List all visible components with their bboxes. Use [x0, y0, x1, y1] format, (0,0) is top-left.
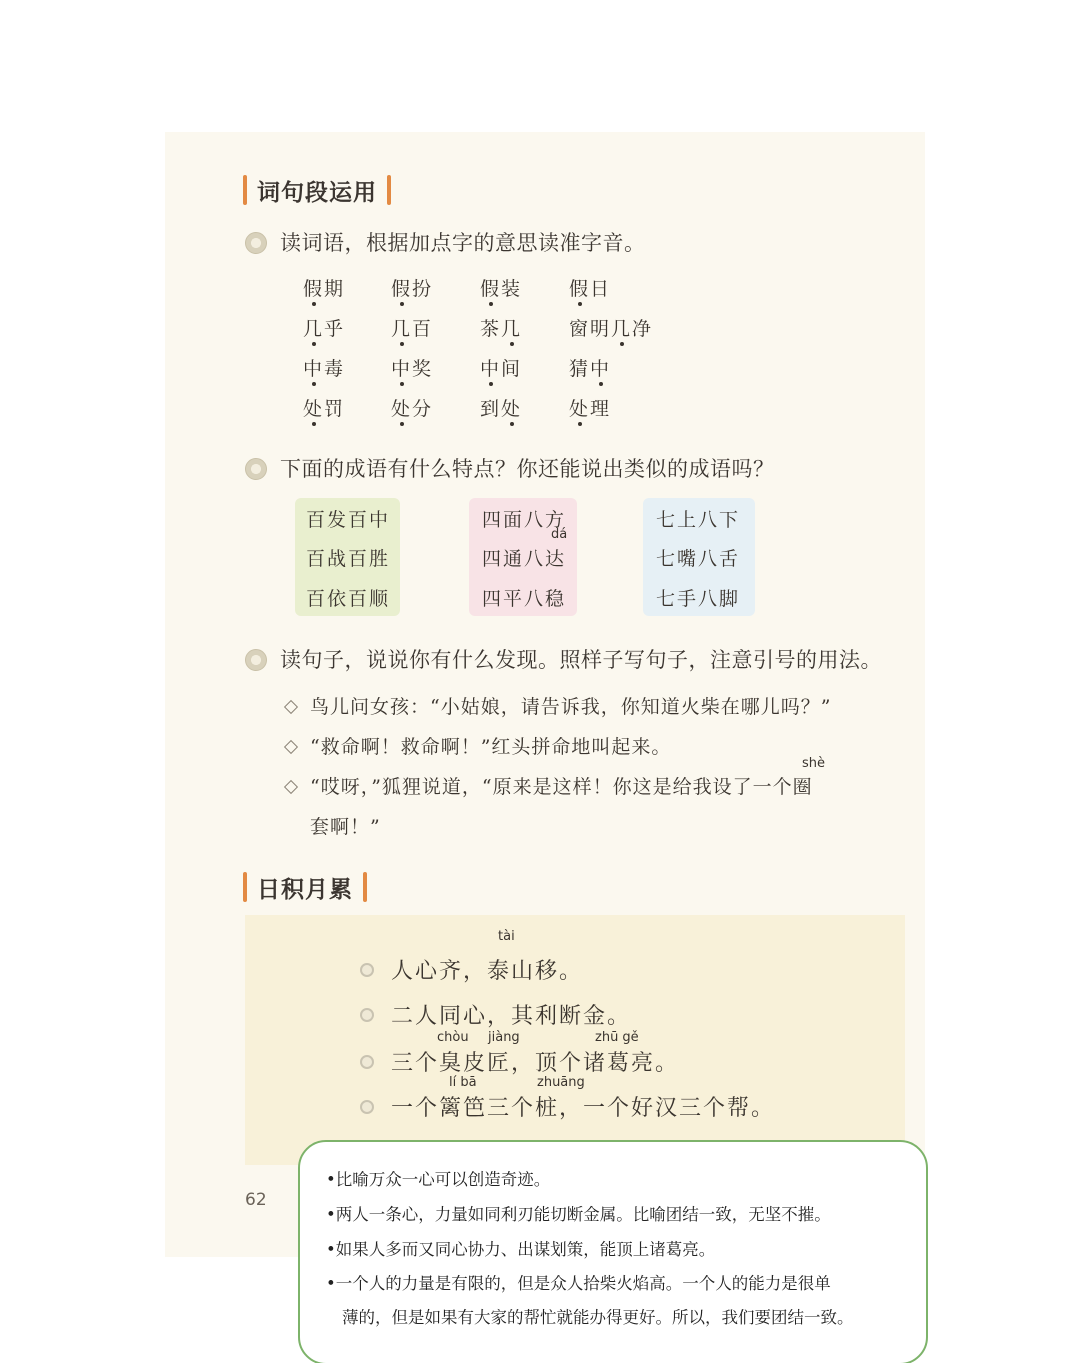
- diamond-bullet: [284, 740, 298, 754]
- word: 茶几: [480, 318, 523, 340]
- ring-bullet: [360, 1008, 374, 1022]
- diamond-bullet: [284, 780, 298, 794]
- section-title: 词句段运用: [257, 179, 377, 206]
- word: 中间: [480, 358, 523, 380]
- idiom: 百战百胜: [306, 548, 391, 570]
- word: 猜中: [569, 358, 612, 380]
- ring-bullet: [360, 1100, 374, 1114]
- word: 窗明几净: [569, 318, 654, 340]
- explanation-line-continuation: 薄的，但是如果有大家的帮忙就能办得更好。所以，我们要团结一致。: [342, 1308, 854, 1327]
- section-heading-words-usage: [243, 172, 391, 208]
- heading-bar-left: [243, 175, 247, 205]
- word: 处分: [391, 398, 434, 420]
- word: 中奖: [391, 358, 434, 380]
- emphasis-dot: [312, 302, 316, 306]
- sentence: “救命啊！救命啊！”红头拼命地叫起来。: [310, 736, 672, 758]
- emphasis-dot: [400, 422, 404, 426]
- word: 处罚: [303, 398, 346, 420]
- emphasis-dot: [578, 422, 582, 426]
- sentence-continuation: 套啊！”: [310, 816, 381, 838]
- explanation-line: •两人一条心，力量如同利刃能切断金属。比喻团结一致，无坚不摧。: [326, 1205, 831, 1224]
- exercise-3-icon: [245, 649, 267, 671]
- sentence: “哎呀，”狐狸说道，“原来是这样！你这是给我设了一个圈: [310, 776, 813, 798]
- emphasis-dot: [599, 382, 603, 386]
- idiom: 四通八达: [482, 548, 567, 570]
- emphasis-dot: [489, 382, 493, 386]
- emphasis-dot: [312, 342, 316, 346]
- pinyin-annotation: jiàng: [488, 1030, 520, 1045]
- emphasis-dot: [400, 302, 404, 306]
- emphasis-dot: [312, 382, 316, 386]
- pinyin-annotation: zhuāng: [537, 1075, 585, 1090]
- word: 假日: [569, 278, 612, 300]
- proverb: 二人同心，其利断金。: [391, 1004, 632, 1029]
- exercise-2-icon: [245, 458, 267, 480]
- textbook-page: [165, 132, 925, 1257]
- emphasis-dot: [489, 302, 493, 306]
- exercise-3-title: 读句子，说说你有什么发现。照样子写句子，注意引号的用法。: [280, 648, 882, 672]
- idiom: 七嘴八舌: [656, 548, 741, 570]
- word: 几百: [391, 318, 434, 340]
- proverb: 三个臭皮匠，顶个诸葛亮。: [391, 1051, 680, 1076]
- emphasis-dot: [510, 422, 514, 426]
- pinyin-annotation: zhū gě: [595, 1030, 639, 1045]
- emphasis-dot: [312, 422, 316, 426]
- pinyin-annotation: tài: [498, 929, 515, 944]
- exercise-1-icon: [245, 232, 267, 254]
- heading-bar-right: [363, 872, 367, 902]
- heading-bar-left: [243, 872, 247, 902]
- exercise-2-title: 下面的成语有什么特点？你还能说出类似的成语吗？: [280, 457, 775, 481]
- idiom: 四面八方: [482, 509, 567, 531]
- proverb: 一个篱笆三个桩，一个好汉三个帮。: [391, 1096, 776, 1121]
- emphasis-dot: [400, 382, 404, 386]
- idiom: 七上八下: [656, 509, 741, 531]
- pinyin-annotation: dá: [551, 527, 568, 542]
- explanation-line: •一个人的力量是有限的，但是众人拾柴火焰高。一个人的能力是很单: [326, 1274, 831, 1293]
- explanation-line: •如果人多而又同心协力、出谋划策，能顶上诸葛亮。: [326, 1240, 716, 1259]
- word: 中毒: [303, 358, 346, 380]
- emphasis-dot: [620, 342, 624, 346]
- accumulation-box: [245, 915, 905, 1165]
- explanation-box: [298, 1140, 928, 1363]
- emphasis-dot: [400, 342, 404, 346]
- sentence: 鸟儿问女孩：“小姑娘，请告诉我，你知道火柴在哪儿吗？”: [310, 696, 832, 718]
- section-heading-accumulation: [243, 869, 367, 905]
- word: 假期: [303, 278, 346, 300]
- idiom: 七手八脚: [656, 588, 741, 610]
- explanation-line: •比喻万众一心可以创造奇迹。: [326, 1170, 551, 1189]
- word: 到处: [480, 398, 523, 420]
- word: 假扮: [391, 278, 434, 300]
- emphasis-dot: [578, 302, 582, 306]
- idiom: 百依百顺: [306, 588, 391, 610]
- word: 假装: [480, 278, 523, 300]
- heading-bar-right: [387, 175, 391, 205]
- ring-bullet: [360, 963, 374, 977]
- idiom: 百发百中: [306, 509, 391, 531]
- word: 几乎: [303, 318, 346, 340]
- section-title: 日积月累: [257, 876, 353, 903]
- pinyin-annotation: chòu: [437, 1030, 469, 1045]
- pinyin-annotation: shè: [802, 756, 826, 771]
- word: 处理: [569, 398, 612, 420]
- page-number: 62: [245, 1190, 267, 1210]
- emphasis-dot: [510, 342, 514, 346]
- idiom: 四平八稳: [482, 588, 567, 610]
- proverb: 人心齐，泰山移。: [391, 959, 584, 984]
- diamond-bullet: [284, 700, 298, 714]
- exercise-1-title: 读词语，根据加点字的意思读准字音。: [280, 231, 646, 255]
- ring-bullet: [360, 1055, 374, 1069]
- pinyin-annotation: lí bā: [449, 1075, 477, 1090]
